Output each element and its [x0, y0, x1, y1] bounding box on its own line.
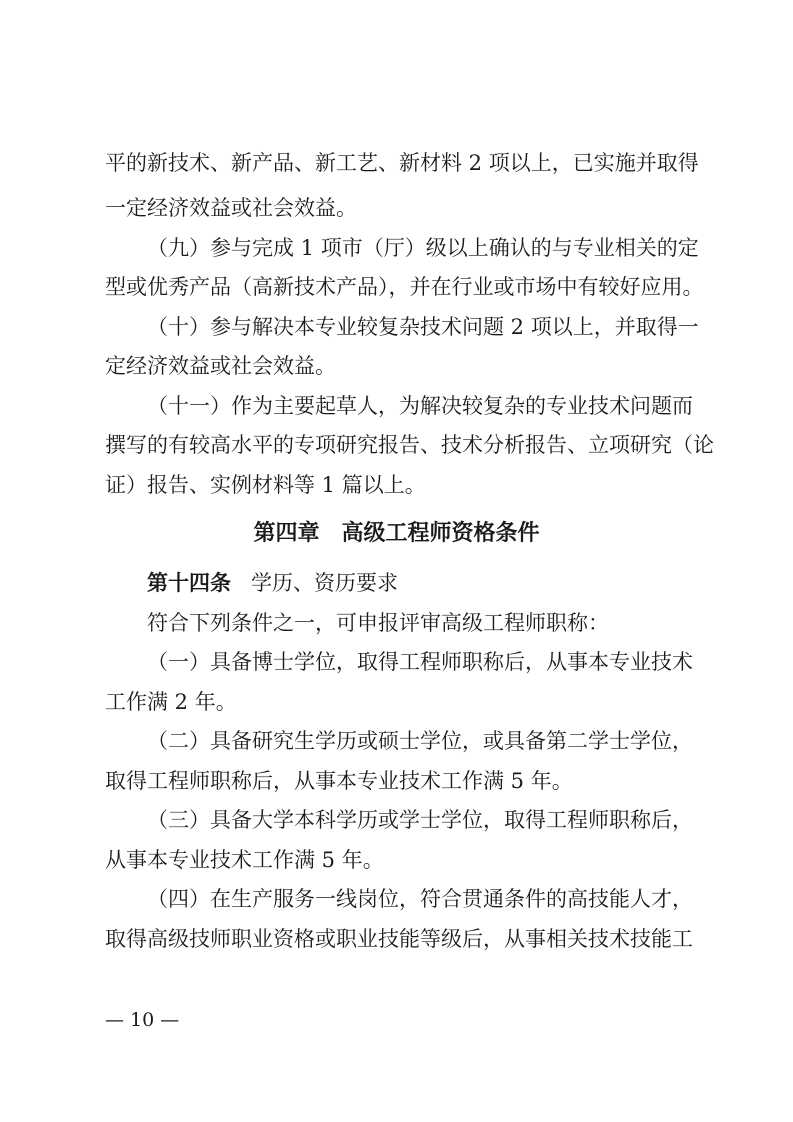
text-line: 取得工程师职称后，从事本专业技术工作满 5 年。 [105, 769, 573, 793]
chapter-title: 第四章 高级工程师资格条件 [253, 521, 540, 546]
article-title: 学历、资历要求 [251, 571, 399, 595]
page-number: — 10 — [105, 1009, 180, 1031]
article-heading [147, 569, 398, 597]
text-line: 证）报告、实例材料等 1 篇以上。 [105, 473, 426, 497]
text-line: （三）具备大学本科学历或学士学位，取得工程师职称后， [147, 808, 693, 832]
text-line: （四）在生产服务一线岗位，符合贯通条件的高技能人才， [147, 887, 693, 911]
text-line: （九）参与完成 1 项市（厅）级以上确认的与专业相关的定 [147, 236, 699, 260]
text-line: （十）参与解决本专业较复杂技术问题 2 项以上，并取得一 [147, 315, 699, 339]
text-line: 一定经济效益或社会效益。 [105, 196, 357, 220]
text-line: 工作满 2 年。 [105, 690, 237, 714]
text-line: 型或优秀产品（高新技术产品），并在行业或市场中有较好应用。 [105, 275, 704, 299]
text-line: 平的新技术、新产品、新工艺、新材料 2 项以上，已实施并取得 [105, 151, 699, 175]
text-line: 撰写的有较高水平的专项研究报告、技术分析报告、立项研究（论 [105, 433, 714, 457]
text-line: （二）具备研究生学历或硕士学位，或具备第二学士学位， [147, 729, 693, 753]
text-line: 定经济效益或社会效益。 [105, 354, 336, 378]
article-number: 第十四条 [147, 571, 231, 595]
text-line: （一）具备博士学位，取得工程师职称后，从事本专业技术 [147, 650, 693, 674]
intro-text: 符合下列条件之一，可申报评审高级工程师职称： [147, 611, 609, 635]
text-line: 取得高级技师职业资格或职业技能等级后，从事相关技术技能工 [105, 927, 693, 951]
text-line: 从事本专业技术工作满 5 年。 [105, 848, 384, 872]
text-line: （十一）作为主要起草人，为解决较复杂的专业技术问题而 [147, 394, 693, 418]
